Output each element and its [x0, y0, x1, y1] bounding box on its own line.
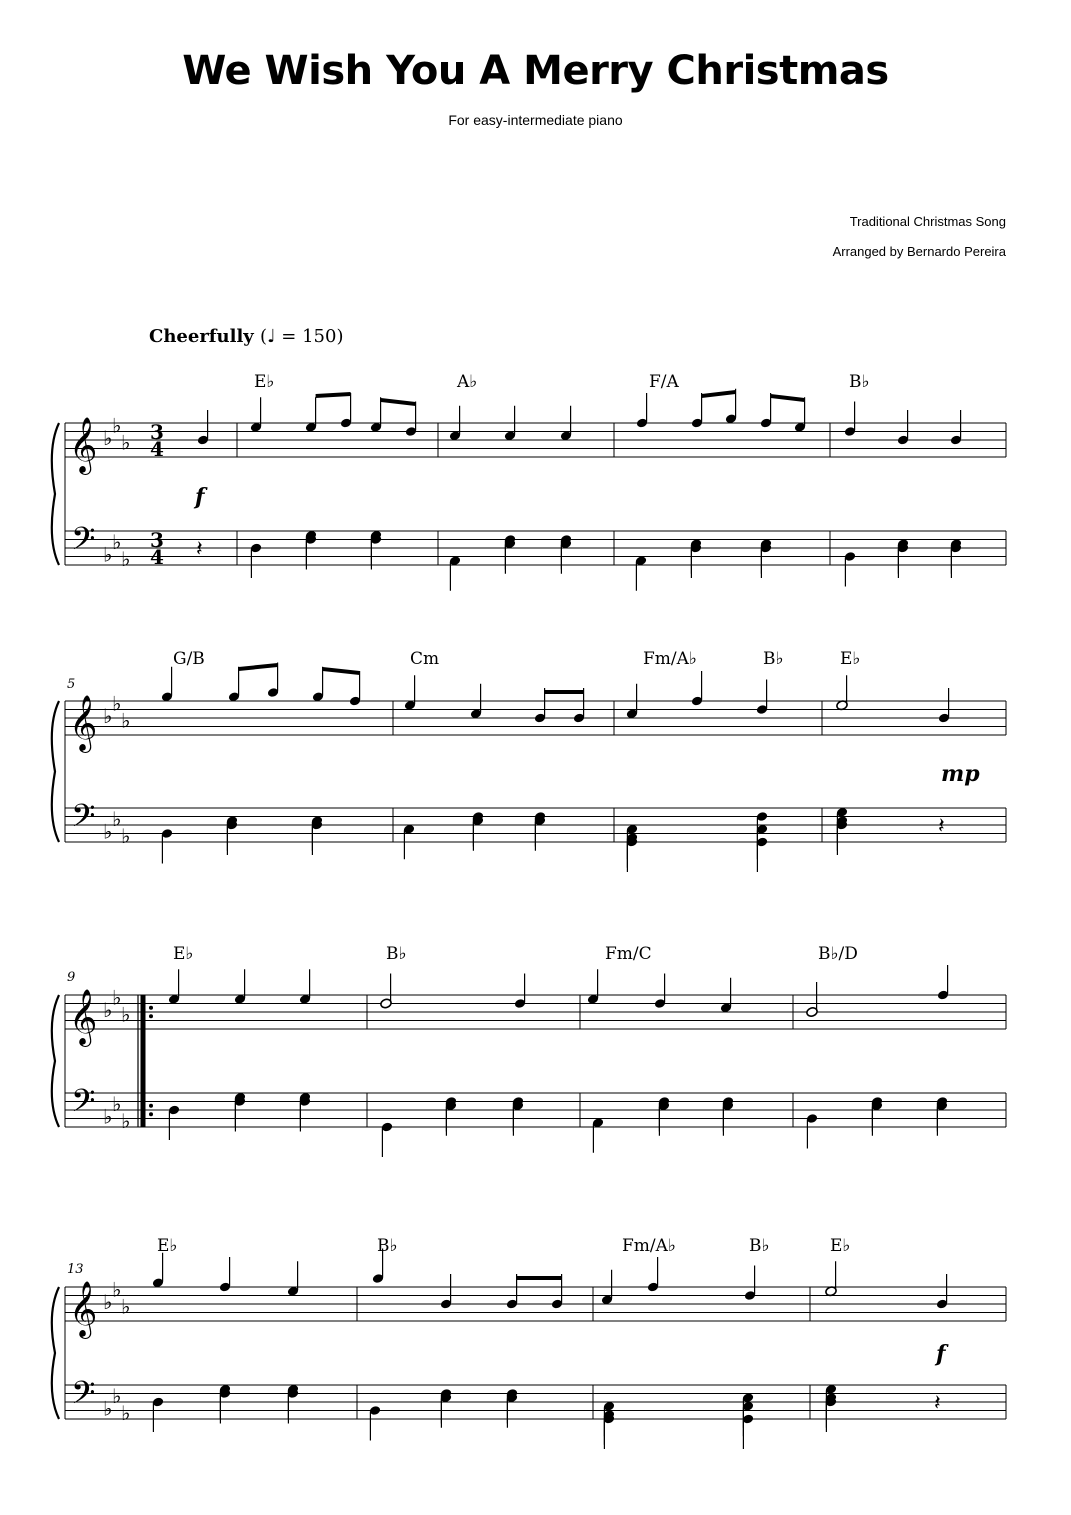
score-subtitle: For easy-intermediate piano [448, 112, 623, 128]
tempo-text: Cheerfully [149, 326, 254, 347]
chord-symbol: B♭ [386, 944, 407, 964]
chord-symbol: B♭ [763, 649, 784, 669]
dynamic-marking: mp [941, 761, 980, 787]
repeat-dot [149, 1006, 153, 1010]
dynamic-marking: f [195, 484, 205, 510]
chord-symbol: A♭ [457, 372, 478, 392]
chord-symbol: Cm [410, 649, 440, 669]
system-1 [52, 372, 1006, 571]
system-2 [52, 649, 1006, 848]
flat-icon: ♭ [112, 985, 122, 1010]
repeat-dot [149, 1014, 153, 1018]
repeat-dot [149, 1104, 153, 1108]
chord-symbol: Fm/A♭ [622, 1236, 676, 1256]
flat-icon: ♭ [112, 1277, 122, 1302]
beam [323, 667, 360, 675]
flat-icon: ♭ [112, 413, 122, 438]
dynamic-marking: f [936, 1341, 946, 1367]
chord-symbol: B♭/D [818, 944, 858, 964]
flat-icon: ♭ [103, 998, 113, 1022]
chord-symbol: G/B [173, 649, 205, 669]
chord-symbol: E♭ [254, 372, 275, 392]
chord-symbol: Fm/C [605, 944, 652, 964]
treble-clef-icon: 𝄞 [69, 417, 98, 473]
flat-icon: ♭ [103, 1396, 113, 1421]
bass-clef-icon: 𝄢 [71, 1082, 96, 1127]
chord-symbol: F/A [649, 372, 679, 392]
flat-icon: ♭ [112, 1091, 122, 1116]
tempo-bpm: 150 [302, 326, 337, 347]
chord-symbol: B♭ [749, 1236, 770, 1256]
chord-symbol: E♭ [173, 944, 194, 964]
quarter-rest-icon: 𝄽 [938, 814, 945, 839]
flat-icon: ♭ [112, 691, 122, 716]
tempo-marking: Cheerfully (♩ = 150) [149, 326, 344, 347]
time-sig-denominator: 4 [150, 437, 164, 461]
chord-symbol: E♭ [830, 1236, 851, 1256]
quarter-rest-icon: 𝄽 [934, 1391, 941, 1416]
time-sig-denominator: 4 [150, 545, 164, 569]
measure-number: 9 [67, 970, 76, 985]
chord-symbol: Fm/A♭ [643, 649, 697, 669]
flat-icon: ♭ [103, 426, 113, 450]
flat-icon: ♭ [121, 1400, 131, 1425]
score-title: We Wish You A Merry Christmas [182, 48, 889, 94]
quarter-rest-icon: 𝄽 [196, 537, 203, 562]
beam [381, 398, 416, 406]
measure-number: 13 [67, 1262, 84, 1277]
chord-symbol: B♭ [377, 1236, 398, 1256]
flat-icon: ♭ [121, 1108, 131, 1133]
flat-icon: ♭ [121, 1002, 131, 1027]
treble-clef-icon: 𝄞 [69, 989, 98, 1045]
time-sig-numerator: 3 [150, 528, 164, 552]
composer-credit: Traditional Christmas Song [849, 214, 1006, 229]
system-3 [52, 944, 1006, 1133]
measure-number: 5 [67, 677, 76, 692]
brace-icon [52, 1287, 59, 1419]
beam [316, 392, 351, 398]
brace-icon [52, 423, 59, 565]
chord-symbol: E♭ [157, 1236, 178, 1256]
flat-icon: ♭ [121, 1294, 131, 1319]
flat-icon: ♭ [112, 806, 122, 831]
flat-icon: ♭ [112, 1383, 122, 1408]
quarter-note-icon: ♩ [267, 326, 276, 347]
bass-clef-icon: 𝄢 [71, 797, 96, 842]
beam [239, 663, 278, 671]
treble-clef-icon: 𝄞 [69, 1281, 98, 1337]
flat-icon: ♭ [121, 546, 131, 571]
arranger-credit: Arranged by Bernardo Pereira [832, 244, 1006, 259]
flat-icon: ♭ [121, 823, 131, 848]
chord-symbol: E♭ [840, 649, 861, 669]
system-4 [52, 1236, 1006, 1425]
bass-clef-icon: 𝄢 [71, 1374, 96, 1419]
flat-icon: ♭ [103, 819, 113, 844]
repeat-dot [149, 1112, 153, 1116]
beam [517, 1276, 562, 1280]
flat-icon: ♭ [121, 430, 131, 455]
flat-icon: ♭ [103, 704, 113, 728]
brace-icon [52, 701, 59, 842]
brace-icon [52, 995, 59, 1127]
beam [771, 394, 805, 402]
flat-icon: ♭ [121, 708, 131, 733]
time-sig-numerator: 3 [150, 420, 164, 444]
bass-clef-icon: 𝄢 [71, 520, 96, 565]
beam [702, 390, 736, 398]
flat-icon: ♭ [103, 1104, 113, 1129]
treble-clef-icon: 𝄞 [69, 695, 98, 751]
beam [545, 690, 584, 694]
flat-icon: ♭ [112, 529, 122, 554]
flat-icon: ♭ [103, 542, 113, 567]
flat-icon: ♭ [103, 1290, 113, 1314]
chord-symbol: B♭ [849, 372, 870, 392]
